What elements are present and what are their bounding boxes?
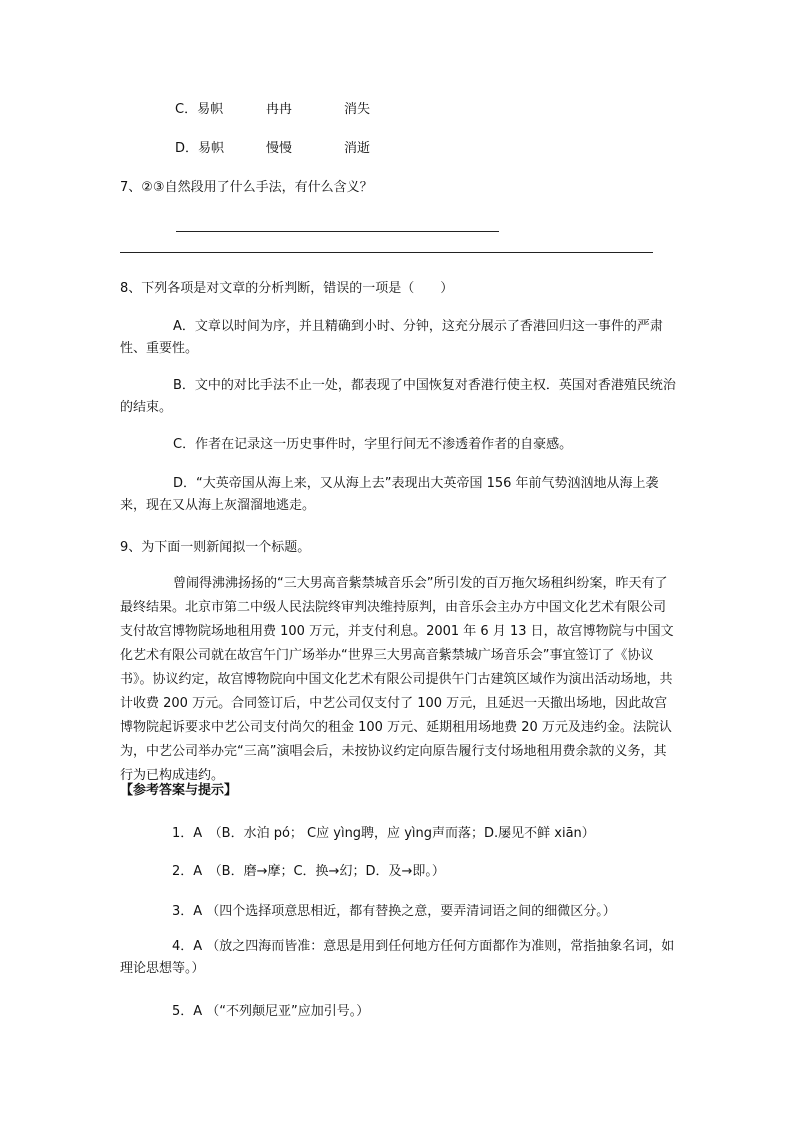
answer-3: 3．A （四个选择项意思相近，都有替换之意，要弄清词语之间的细微区分。） — [172, 904, 616, 919]
option-c-word2: 冉冉 — [266, 102, 293, 117]
answer-1: 1．A （B．水泊 pó； C应 yìng聘，应 yìng声而落；D.屡见不鲜 xiān） — [172, 826, 595, 841]
answer-line-2 — [120, 252, 653, 253]
answer-5: 5．A （“不列颠尼亚”应加引号。） — [172, 1004, 370, 1019]
question-8: 8、下列各项是对文章的分析判断，错误的一项是（ ） — [120, 281, 454, 296]
q8-option-b: B．文中的对比手法不止一处，都表现了中国恢复对香港行使主权．英国对香港殖民统治的结束。 — [120, 378, 676, 415]
option-c-word3: 消失 — [344, 102, 371, 117]
option-c-label: C．易帜 — [175, 102, 224, 117]
q8-option-d: D．“大英帝国从海上来，又从海上去”表现出大英帝国 156 年前气势汹汹地从海上袭来，现在又从海上灰溜溜地逃走。 — [120, 476, 659, 513]
answer-2: 2．A （B．磨→摩；C．换→幻；D．及→即。） — [172, 864, 445, 879]
q8-option-c: C．作者在记录这一历史事件时，字里行间无不渗透着作者的自豪感。 — [173, 437, 573, 452]
answer-line-1 — [176, 231, 499, 232]
question-7: 7、②③自然段用了什么手法，有什么含义？ — [120, 180, 373, 195]
option-d-word2: 慢慢 — [266, 141, 293, 156]
news-passage: 曾闹得沸沸扬扬的“三大男高音紫禁城音乐会”所引发的百万拖欠场租纠纷案，昨天有了最终结果。北京市第二中级人民法院终审判决维持原判，由音乐会主办方中国文化艺术有限公司支付故宫博物院场地租用费 100 万元，并支付利息。2001 年 6 月 13 日，故宫博物院与中国文化艺术有限公司就在故宫午门广场举办“世界三大男高音紫禁城广场音乐会”事宜签订了《协议书》。协议约定，故宫博物院向中国文化艺术有限公司提供午门古建筑区域作为演出活动场地，共计收费 200 万元。合同签订后，中艺公司仅支付了 100 万元，且延迟一天撤出场地，因此故宫博物院起诉要求中艺公司支付尚欠的租金 100 万元、延期租用场地费 20 万元及违约金。法院认为，中艺公司举办完“三高”演唱会后，未按协议约定向原告履行支付场地租用费余款的义务，其行为已构成违约。 — [120, 576, 674, 783]
option-d-label: D．易帜 — [175, 141, 225, 156]
q8-option-a: A．文章以时间为序，并且精确到小时、分钟，这充分展示了香港回归这一事件的严肃性、重要性。 — [120, 319, 663, 356]
question-9: 9、为下面一则新闻拟一个标题。 — [120, 540, 311, 555]
answer-4: 4．A （放之四海而皆准：意思是用到任何地方任何方面都作为准则，常指抽象名词，如理论思想等。） — [120, 939, 675, 976]
answers-heading: 【参考答案与提示】 — [120, 783, 238, 798]
option-d-word3: 消逝 — [344, 141, 371, 156]
